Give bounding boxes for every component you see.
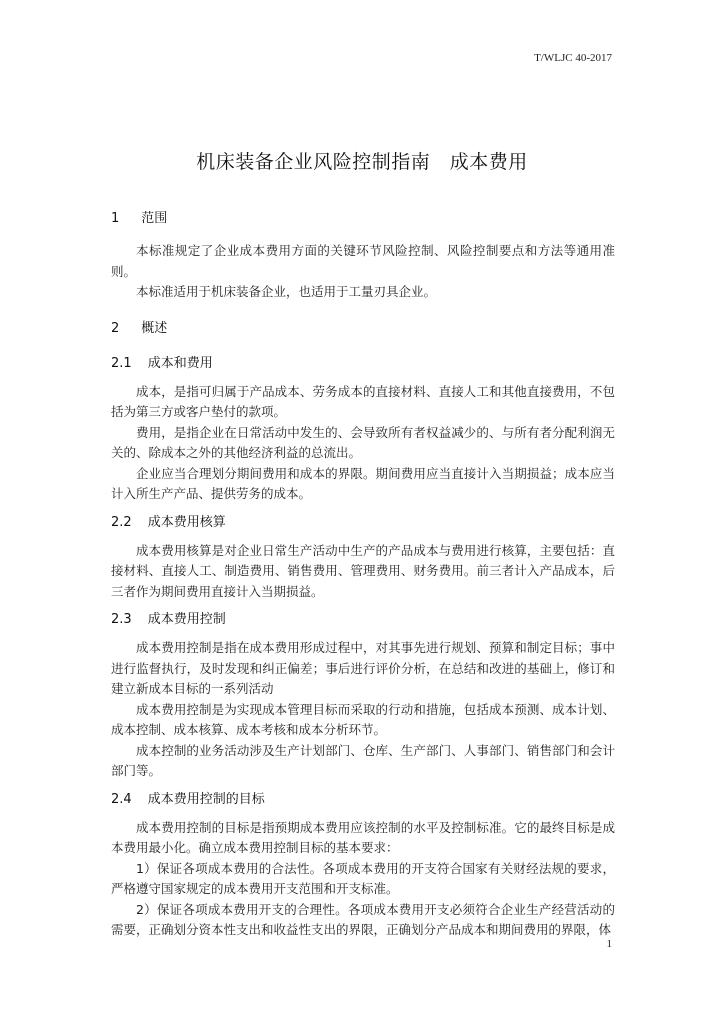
paragraph: 本标准适用于机床装备企业，也适用于工量刃具企业。: [136, 284, 437, 299]
paragraph: 成本，是指可归属于产品成本、劳务成本的直接材料、直接人工和其他直接费用，不包括为第三方或客户垫付的款项。: [111, 383, 615, 419]
section-number: 2.3: [111, 612, 132, 627]
paragraph: 费用，是指企业在日常活动中发生的、会导致所有者权益减少的、与所有者分配利润无关的、除成本之外的其他经济利益的总流出。: [111, 424, 615, 460]
paragraph: 成本费用控制是为实现成本管理目标而采取的行动和措施，包括成本预测、成本计划、成本控制、成本核算、成本考核和成本分析环节。: [111, 701, 615, 737]
paragraph: 企业应当合理划分期间费用和成本的界限。期间费用应当直接计入当期损益；成本应当计入所生产产品、提供劳务的成本。: [111, 465, 615, 501]
paragraph: 成本费用控制是指在成本费用形成过程中，对其事先进行规划、预算和制定目标；事中进行监督执行，及时发现和纠正偏差；事后进行评价分析，在总结和改进的基础上，修订和建立新成本目标的一系列活动: [111, 640, 615, 696]
section-number: 2.4: [111, 791, 132, 807]
document-code: T/WLJC 40-2017: [534, 52, 612, 64]
section-number: 2.2: [111, 514, 132, 530]
paragraph: 成本控制的业务活动涉及生产计划部门、仓库、生产部门、人事部门、销售部门和会计部门等。: [111, 742, 615, 778]
section-title: 成本费用核算: [147, 514, 226, 530]
section-number: 2: [111, 320, 120, 336]
paragraph: 成本费用核算是对企业日常生产活动中生产的产品成本与费用进行核算，主要包括：直接材料、直接人工、制造费用、销售费用、管理费用、财务费用。前三者计入产品成本，后三者作为期间费用直接计入当期损益。: [111, 542, 615, 599]
section-heading-2-4: [111, 791, 615, 809]
section-title: 成本费用控制的目标: [147, 791, 265, 807]
page-number: 1: [606, 938, 612, 950]
section-number: 1: [111, 211, 120, 226]
section-title: 概述: [141, 320, 168, 336]
section-heading-2-3: [111, 611, 615, 629]
section-heading-2-2: [111, 514, 615, 532]
document-body: [111, 210, 615, 941]
paragraph: 2）保证各项成本费用开支的合理性。各项成本费用开支必须符合企业生产经营活动的需要，正确划分资本性支出和收益性支出的界限，正确划分产品成本和期间费用的界限，体: [111, 901, 615, 937]
section-title: 成本和费用: [147, 355, 213, 371]
paragraph: 成本费用控制的目标是指预期成本费用应该控制的水平及控制标准。它的最终目标是成本费用最小化。确立成本费用控制目标的基本要求：: [111, 819, 615, 855]
document-title: 机床装备企业风险控制指南 成本费用: [196, 151, 528, 173]
section-number: 2.1: [111, 355, 132, 371]
section-title: 成本费用控制: [147, 612, 226, 627]
section-heading-2: [111, 320, 615, 338]
paragraph: 本标准规定了企业成本费用方面的关键环节风险控制、风险控制要点和方法等通用准则。: [111, 243, 615, 279]
section-heading-1: [111, 210, 615, 228]
paragraph: 1）保证各项成本费用的合法性。各项成本费用的开支符合国家有关财经法规的要求，严格遵守国家规定的成本费用开支范围和开支标准。: [111, 860, 615, 896]
section-heading-2-1: [111, 355, 615, 373]
section-title: 范围: [141, 211, 168, 226]
